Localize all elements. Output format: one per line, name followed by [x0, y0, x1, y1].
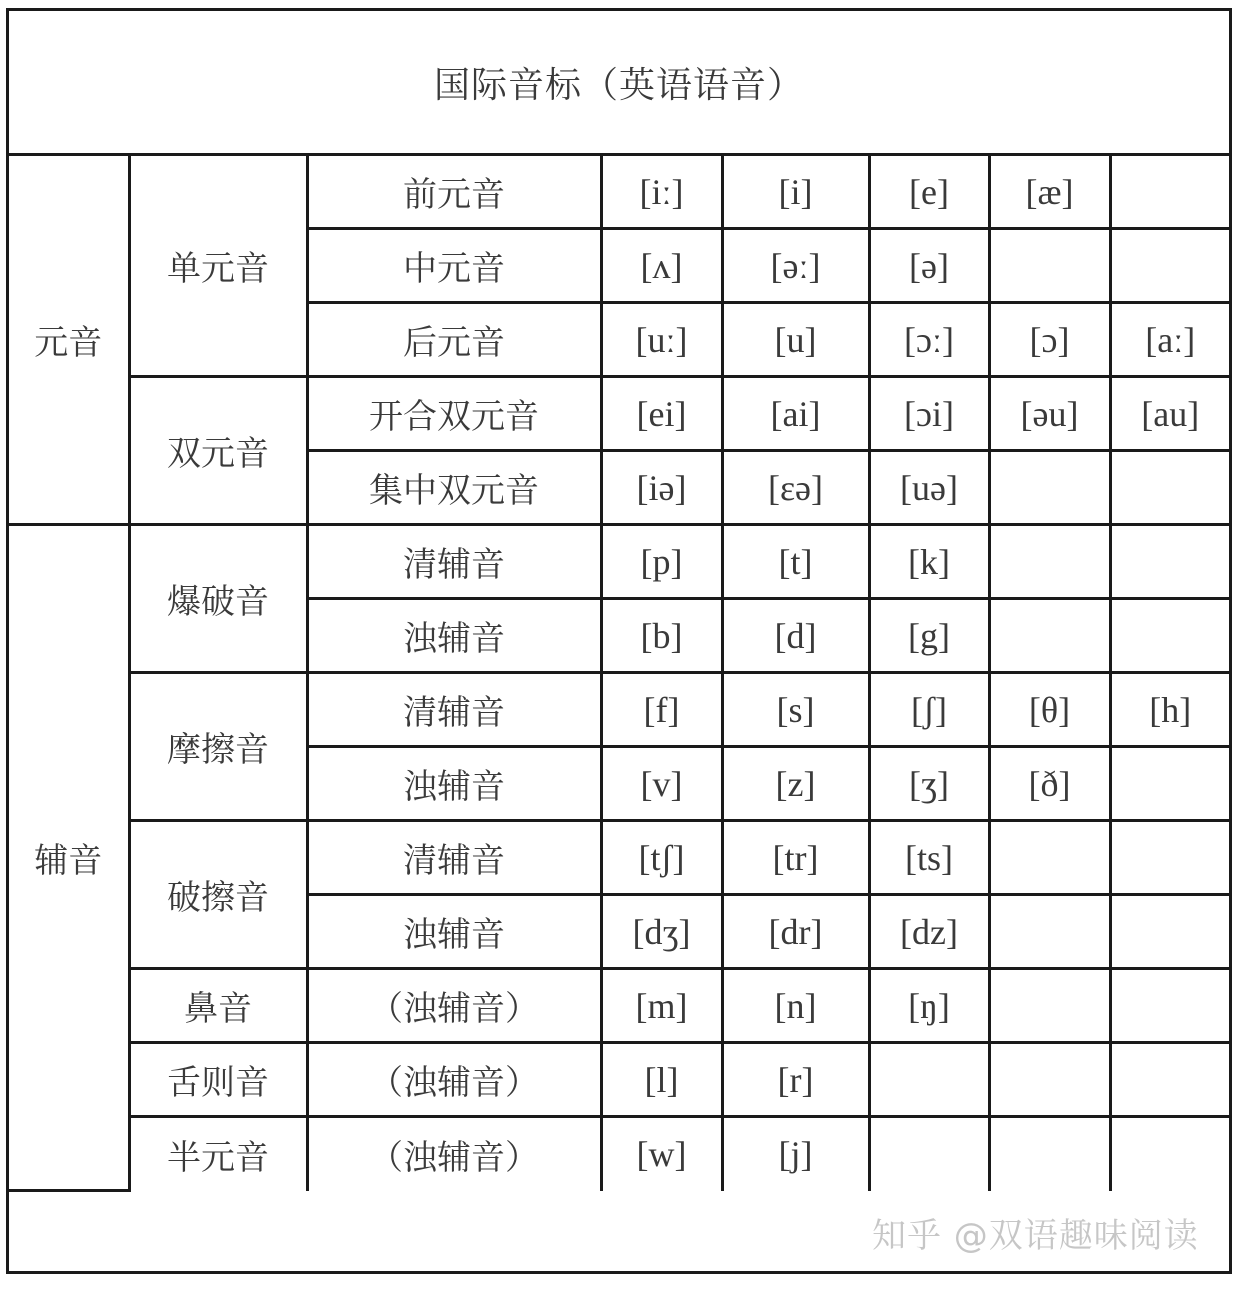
ipa-symbol	[1110, 155, 1229, 229]
ipa-symbol: [θ]	[989, 673, 1110, 747]
ipa-symbol: [n]	[722, 969, 869, 1043]
ipa-symbol: [εə]	[722, 451, 869, 525]
ipa-symbol: [aː]	[1110, 303, 1229, 377]
group-laterals: 舌则音	[129, 1043, 307, 1117]
ipa-symbol	[1110, 747, 1229, 821]
row-label: 清辅音	[307, 821, 601, 895]
row-label: （浊辅音）	[307, 969, 601, 1043]
group-nasals: 鼻音	[129, 969, 307, 1043]
row-label: 清辅音	[307, 673, 601, 747]
row-label: 浊辅音	[307, 895, 601, 969]
ipa-symbol: [ʒ]	[869, 747, 989, 821]
ipa-symbol: [h]	[1110, 673, 1229, 747]
ipa-symbol	[1110, 525, 1229, 599]
table-row	[9, 969, 1229, 1043]
ipa-symbol: [əː]	[722, 229, 869, 303]
row-label: 浊辅音	[307, 599, 601, 673]
ipa-symbol: [k]	[869, 525, 989, 599]
table-row	[9, 155, 1229, 229]
ipa-symbol: [p]	[601, 525, 722, 599]
ipa-symbol: [iə]	[601, 451, 722, 525]
ipa-symbol	[989, 599, 1110, 673]
ipa-symbol: [iː]	[601, 155, 722, 229]
ipa-symbol	[989, 229, 1110, 303]
ipa-symbol: [uː]	[601, 303, 722, 377]
table-row	[9, 377, 1229, 451]
ipa-symbol: [ʌ]	[601, 229, 722, 303]
row-label: 清辅音	[307, 525, 601, 599]
row-label: （浊辅音）	[307, 1043, 601, 1117]
ipa-symbol	[1110, 451, 1229, 525]
ipa-symbol: [ð]	[989, 747, 1110, 821]
group-diphthongs: 双元音	[129, 377, 307, 525]
table-row	[9, 673, 1229, 747]
ipa-symbol	[989, 451, 1110, 525]
ipa-symbol	[1110, 969, 1229, 1043]
ipa-symbol: [ɔː]	[869, 303, 989, 377]
ipa-symbol	[989, 895, 1110, 969]
group-monophthongs: 单元音	[129, 155, 307, 377]
ipa-symbol: [əu]	[989, 377, 1110, 451]
ipa-symbol	[1110, 1117, 1229, 1191]
ipa-symbol: [ŋ]	[869, 969, 989, 1043]
ipa-symbol: [ei]	[601, 377, 722, 451]
ipa-symbol: [tr]	[722, 821, 869, 895]
ipa-symbol	[869, 1117, 989, 1191]
ipa-symbol: [uə]	[869, 451, 989, 525]
ipa-symbol	[1110, 821, 1229, 895]
ipa-symbol: [v]	[601, 747, 722, 821]
row-label: 浊辅音	[307, 747, 601, 821]
group-plosives: 爆破音	[129, 525, 307, 673]
ipa-symbol	[1110, 229, 1229, 303]
watermark: 知乎 @双语趣味阅读	[872, 1216, 1199, 1256]
ipa-symbol: [tʃ]	[601, 821, 722, 895]
row-label: 中元音	[307, 229, 601, 303]
ipa-symbol	[1110, 1043, 1229, 1117]
ipa-symbol: [u]	[722, 303, 869, 377]
group-affricates: 破擦音	[129, 821, 307, 969]
ipa-symbol: [l]	[601, 1043, 722, 1117]
ipa-symbol: [w]	[601, 1117, 722, 1191]
ipa-symbol: [r]	[722, 1043, 869, 1117]
ipa-symbol: [t]	[722, 525, 869, 599]
ipa-symbol	[1110, 895, 1229, 969]
table-row	[9, 1117, 1229, 1191]
ipa-symbol	[989, 1043, 1110, 1117]
table-row	[9, 525, 1229, 599]
ipa-symbol: [ts]	[869, 821, 989, 895]
ipa-symbol: [dz]	[869, 895, 989, 969]
ipa-symbol: [dʒ]	[601, 895, 722, 969]
ipa-chart-frame	[6, 8, 1232, 1274]
ipa-symbol: [i]	[722, 155, 869, 229]
ipa-symbol: [g]	[869, 599, 989, 673]
ipa-symbol: [æ]	[989, 155, 1110, 229]
ipa-symbol: [e]	[869, 155, 989, 229]
row-label: 后元音	[307, 303, 601, 377]
ipa-table	[9, 153, 1229, 1192]
row-label: 前元音	[307, 155, 601, 229]
row-label: （浊辅音）	[307, 1117, 601, 1191]
ipa-symbol: [ə]	[869, 229, 989, 303]
ipa-symbol: [f]	[601, 673, 722, 747]
ipa-symbol: [ai]	[722, 377, 869, 451]
row-label: 开合双元音	[307, 377, 601, 451]
ipa-symbol	[1110, 599, 1229, 673]
group-fricatives: 摩擦音	[129, 673, 307, 821]
ipa-symbol: [ʃ]	[869, 673, 989, 747]
ipa-symbol: [au]	[1110, 377, 1229, 451]
ipa-symbol: [z]	[722, 747, 869, 821]
ipa-symbol	[989, 525, 1110, 599]
table-row	[9, 821, 1229, 895]
ipa-symbol	[989, 1117, 1110, 1191]
ipa-symbol: [ɔ]	[989, 303, 1110, 377]
ipa-symbol	[989, 821, 1110, 895]
ipa-symbol: [d]	[722, 599, 869, 673]
ipa-symbol: [m]	[601, 969, 722, 1043]
group-semivowels: 半元音	[129, 1117, 307, 1191]
ipa-symbol: [j]	[722, 1117, 869, 1191]
ipa-symbol	[869, 1043, 989, 1117]
ipa-symbol	[989, 969, 1110, 1043]
ipa-symbol: [s]	[722, 673, 869, 747]
row-label: 集中双元音	[307, 451, 601, 525]
ipa-symbol: [ɔi]	[869, 377, 989, 451]
chart-title: 国际音标（英语语音）	[433, 64, 804, 106]
table-row	[9, 1043, 1229, 1117]
category-consonants: 辅音	[9, 525, 129, 1191]
category-vowels: 元音	[9, 155, 129, 525]
ipa-symbol: [dr]	[722, 895, 869, 969]
ipa-symbol: [b]	[601, 599, 722, 673]
